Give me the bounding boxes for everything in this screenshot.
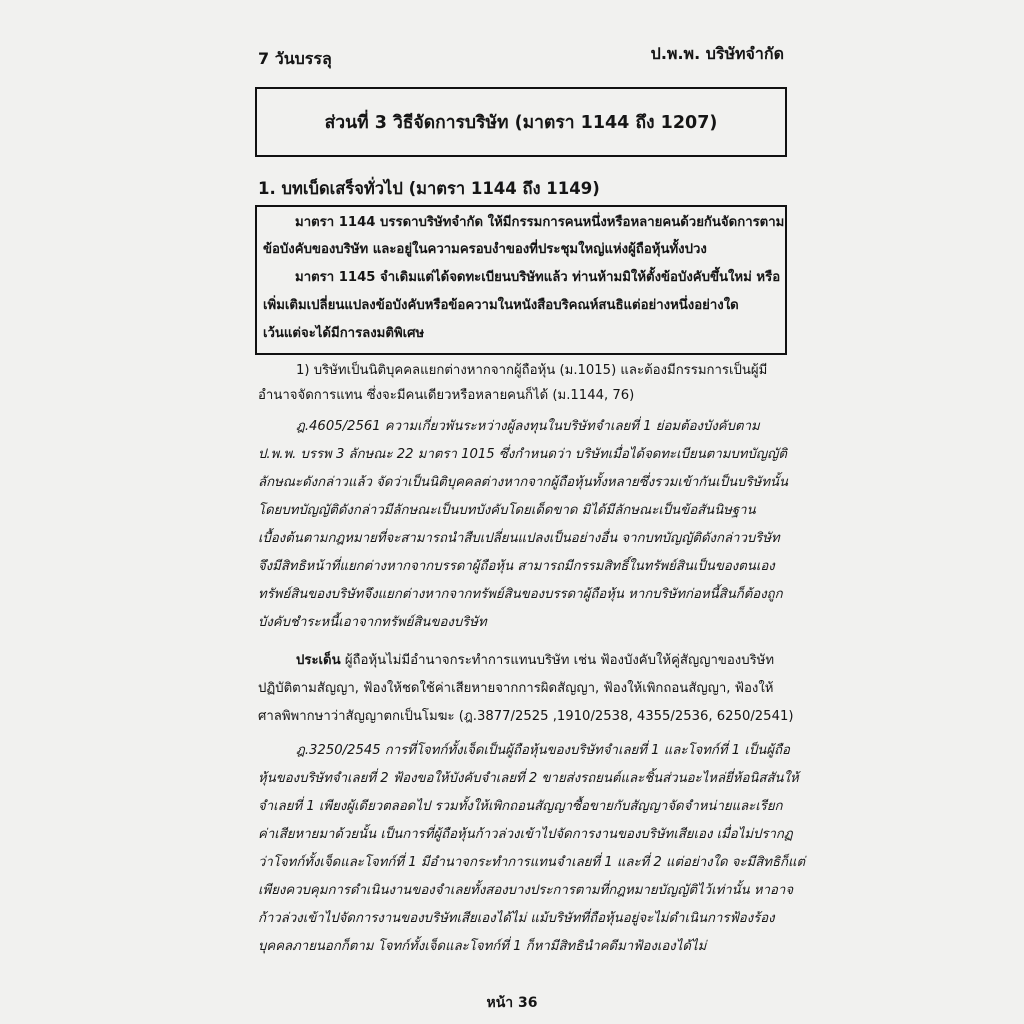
court-ruling-line: ฎ.3250/2545 การที่โจทก์ทั้งเจ็ดเป็นผู้ถือหุ้นของบริษัทจำเลยที่ 1 และโจทก์ที่ 1 เป็นผู้ถือ xyxy=(296,743,790,758)
issue-line: ศาลพิพากษาว่าสัญญาตกเป็นโมฆะ (ฎ.3877/2525 ,1910/2538, 4355/2536, 6250/2541) xyxy=(258,709,794,724)
court-ruling-line: ค่าเสียหายมาด้วยนั้น เป็นการที่ผู้ถือหุ้นก้าวล่วงเข้าไปจัดการงานของบริษัทเสียเอง เมื่อไม่ปรากฏ xyxy=(258,827,793,842)
part-title-box xyxy=(255,87,787,157)
statute-line: ข้อบังคับของบริษัท และอยู่ในความครอบงำของที่ประชุมใหญ่แห่งผู้ถือหุ้นทั้งปวง xyxy=(263,242,707,257)
court-ruling-line: บังคับชำระหนี้เอาจากทรัพย์สินของบริษัท xyxy=(258,615,487,630)
issue-text: ผู้ถือหุ้นไม่มีอำนาจกระทำการแทนบริษัท เช่น ฟ้องบังคับให้คู่สัญญาของบริษัท xyxy=(340,653,775,668)
court-ruling-line: จึงมีสิทธิหน้าที่แยกต่างหากจากบรรดาผู้ถือหุ้น สามารถมีกรรมสิทธิ์ในทรัพย์สินเป็นของตนเอง xyxy=(258,559,775,574)
court-ruling-line: ฎ.4605/2561 ความเกี่ยวพันระหว่างผู้ลงทุนในบริษัทจำเลยที่ 1 ย่อมต้องบังคับตาม xyxy=(296,419,760,434)
running-header-left: 7 วันบรรลุ xyxy=(258,49,332,68)
statute-line: มาตรา 1145 จำเดิมแต่ได้จดทะเบียนบริษัทแล้ว ท่านห้ามมิให้ตั้งข้อบังคับขึ้นใหม่ หรือ xyxy=(295,270,781,285)
part-title: ส่วนที่ 3 วิธีจัดการบริษัท (มาตรา 1144 ถึง 1207) xyxy=(324,113,718,133)
court-ruling-line: จำเลยที่ 1 เพียงผู้เดียวตลอดไป รวมทั้งให้เพิกถอนสัญญาซื้อขายกับสัญญาจัดจำหน่ายและเรียก xyxy=(258,799,783,814)
issue-label: ประเด็น xyxy=(296,653,341,668)
court-ruling-line: ลักษณะดังกล่าวแล้ว จัดว่าเป็นนิติบุคคลต่างหากจากผู้ถือหุ้นทั้งหลายซึ่งรวมเข้ากันเป็นบริษัทนั้น xyxy=(258,475,789,490)
court-ruling-line: เพียงควบคุมการดำเนินงานของจำเลยทั้งสองบางประการตามที่กฎหมายบัญญัติไว้เท่านั้น หาอาจ xyxy=(258,883,794,898)
page-number: หน้า 36 xyxy=(486,995,538,1011)
court-ruling-line: ว่าโจทก์ทั้งเจ็ดและโจทก์ที่ 1 มีอำนาจกระทำการแทนจำเลยที่ 1 และที่ 2 แต่อย่างใด จะมีสิทธิก็แต่ xyxy=(258,855,806,870)
court-ruling-line: ป.พ.พ. บรรพ 3 ลักษณะ 22 มาตรา 1015 ซึ่งกำหนดว่า บริษัทเมื่อได้จดทะเบียนตามบทบัญญัติ xyxy=(258,447,787,462)
court-ruling-line: ก้าวล่วงเข้าไปจัดการงานของบริษัทเสียเองได้ไม่ แม้บริษัทที่ถือหุ้นอยู่จะไม่ดำเนินการฟ้องร้อง xyxy=(258,911,775,926)
paragraph-line: 1) บริษัทเป็นนิติบุคคลแยกต่างหากจากผู้ถือหุ้น (ม.1015) และต้องมีกรรมการเป็นผู้มี xyxy=(296,363,768,378)
statute-line: เพิ่มเติมเปลี่ยนแปลงข้อบังคับหรือข้อความในหนังสือบริคณห์สนธิแต่อย่างหนึ่งอย่างใด xyxy=(263,298,739,313)
court-ruling-line: โดยบทบัญญัติดังกล่าวมีลักษณะเป็นบทบังคับโดยเด็ดขาด มิได้มีลักษณะเป็นข้อสันนิษฐาน xyxy=(258,503,756,518)
running-header-right: ป.พ.พ. บริษัทจำกัด xyxy=(650,44,784,63)
paragraph-line: อำนาจจัดการแทน ซึ่งจะมีคนเดียวหรือหลายคนก็ได้ (ม.1144, 76) xyxy=(258,388,635,403)
issue-line xyxy=(296,654,786,667)
statute-line: มาตรา 1144 บรรดาบริษัทจำกัด ให้มีกรรมการคนหนึ่งหรือหลายคนด้วยกันจัดการตาม xyxy=(295,215,785,230)
court-ruling-line: บุคคลภายนอกก็ตาม โจทก์ทั้งเจ็ดและโจทก์ที่ 1 ก็หามีสิทธินำคดีมาฟ้องเองได้ไม่ xyxy=(258,939,707,954)
issue-line: ปฏิบัติตามสัญญา, ฟ้องให้ชดใช้ค่าเสียหายจากการผิดสัญญา, ฟ้องให้เพิกถอนสัญญา, ฟ้องให้ xyxy=(258,681,774,696)
court-ruling-line: ทรัพย์สินของบริษัทจึงแยกต่างหากจากทรัพย์สินของบรรดาผู้ถือหุ้น หากบริษัทก่อหนี้สินก็ต้องถูก xyxy=(258,587,783,602)
statute-line: เว้นแต่จะได้มีการลงมติพิเศษ xyxy=(263,326,425,341)
section-title: 1. บทเบ็ดเสร็จทั่วไป (มาตรา 1144 ถึง 1149) xyxy=(258,179,600,198)
statute-box xyxy=(255,205,787,355)
court-ruling-line: เบื้องต้นตามกฎหมายที่จะสามารถนำสืบเปลี่ยนแปลงเป็นอย่างอื่น จากบทบัญญัติดังกล่าวบริษัท xyxy=(258,531,780,546)
court-ruling-line: หุ้นของบริษัทจำเลยที่ 2 ฟ้องขอให้บังคับจำเลยที่ 2 ขายส่งรถยนต์และชิ้นส่วนอะไหล่ยี่ห้อนิสสันให้ xyxy=(258,771,799,786)
